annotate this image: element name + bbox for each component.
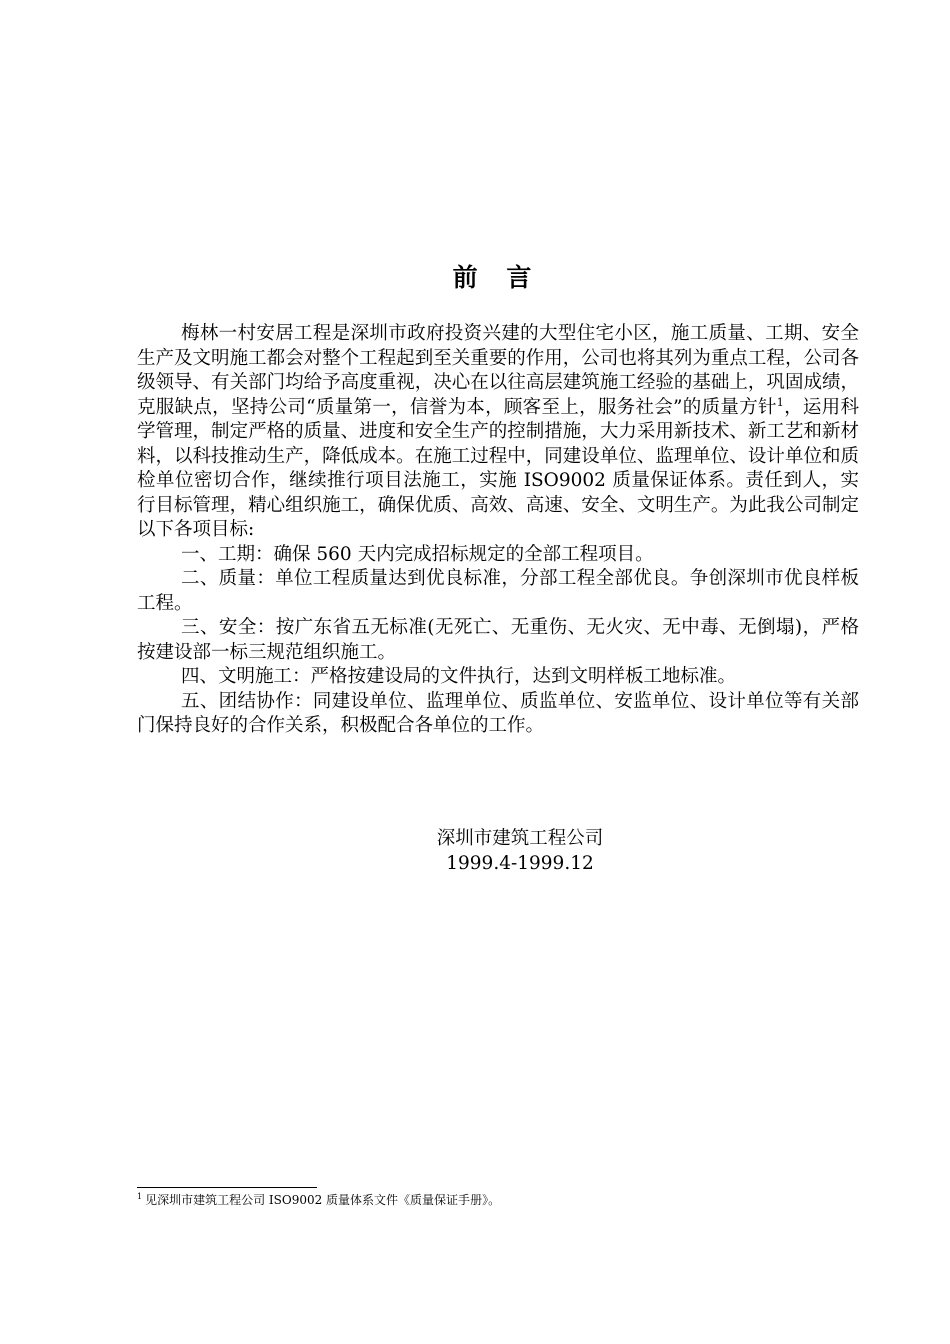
page-title: 前 言 [452, 263, 542, 292]
footnote-divider [137, 1187, 317, 1188]
goal-quality: 二、质量：单位工程质量达到优良标准，分部工程全部优良。争创深圳市优良样板工程。 [137, 568, 859, 614]
signature-date: 1999.4-1999.12 [446, 853, 594, 874]
goal-safety: 三、安全：按广东省五无标准(无死亡、无重伤、无火灾、无中毒、无倒塌)，严格按建设部一标三规范组织施工。 [137, 617, 859, 663]
signature-company: 深圳市建筑工程公司 [436, 828, 604, 849]
footnote-text: 见深圳市建筑工程公司 ISO9002 质量体系文件《质量保证手册》。 [145, 1193, 501, 1207]
footnote-mark: 1 [137, 1192, 143, 1201]
goal-cooperation: 五、团结协作：同建设单位、监理单位、质监单位、安监单位、设计单位等有关部门保持良好的合作关系，积极配合各单位的工作。 [137, 690, 859, 736]
goal-schedule: 一、工期：确保 560 天内完成招标规定的全部工程项目。 [181, 543, 654, 565]
preface-body [137, 322, 859, 739]
intro-text-part2: ，运用科学管理，制定严格的质量、进度和安全生产的控制措施，大力采用新技术、新工艺和新材料，以科技推动生产，降低成本。在施工过程中，同建设单位、监理单位、设计单位和质检单位密切合作，继续推行项目法施工，实施 ISO9002 质量保证体系。责任到人，实行目标管理，精心组织施工，确保优质、高效、高速、安全、文明生产。为此我公司制定以下各项目标: [137, 396, 859, 540]
signature-block [400, 826, 640, 876]
intro-text-part1: 梅林一村安居工程是深圳市政府投资兴建的大型住宅小区，施工质量、工期、安全生产及文明施工都会对整个工程起到至关重要的作用，公司也将其列为重点工程，公司各级领导、有关部门均给予高度重视，决心在以往高层建筑施工经验的基础上，巩固成绩，克服缺点，坚持公司“质量第一，信誉为本，顾客至上，服务社会”的质量方针 [137, 323, 859, 418]
intro-paragraph [137, 322, 859, 543]
footnote-reference: 1 [776, 395, 784, 409]
goal-civilized-construction: 四、文明施工：严格按建设局的文件执行，达到文明样板工地标准。 [181, 666, 737, 687]
footnote [137, 1192, 857, 1208]
